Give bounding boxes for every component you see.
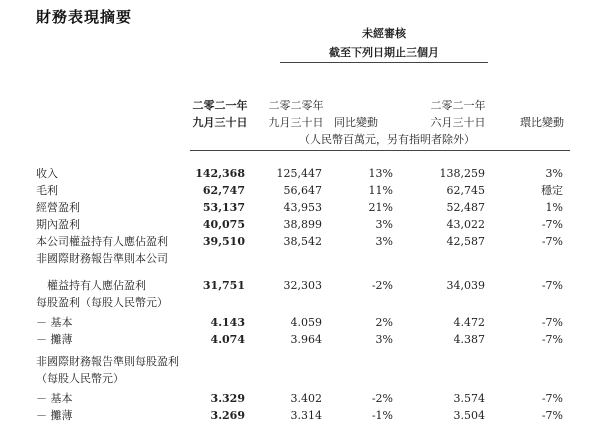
- value-2020-sep: 3.402: [290, 392, 322, 405]
- row-label: 每股盈利（每股人民幣元）: [36, 296, 168, 309]
- value-2020-sep: 3.314: [290, 409, 322, 422]
- row-label: （每股人民幣元）: [36, 372, 124, 385]
- yoy-change: 13%: [368, 167, 393, 180]
- table-row: [36, 409, 605, 423]
- value-2020-sep: 125,447: [276, 167, 322, 180]
- qoq-change: -7%: [541, 333, 563, 346]
- value-2021-jun: 62,745: [446, 184, 485, 197]
- col4-year: 二零二一年: [430, 99, 486, 112]
- value-2021-sep: 39,510: [202, 235, 245, 248]
- value-2021-jun: 138,259: [439, 167, 485, 180]
- value-2021-jun: 42,587: [446, 235, 485, 248]
- value-2020-sep: 4.059: [290, 316, 322, 329]
- row-label: － 基本: [36, 316, 73, 329]
- yoy-change: -2%: [371, 279, 393, 292]
- row-label: 經營盈利: [36, 201, 80, 214]
- row-label: 期內盈利: [36, 218, 80, 231]
- header-underline: [190, 150, 570, 151]
- table-row: [36, 252, 605, 266]
- row-label: 毛利: [36, 184, 58, 197]
- value-2021-sep: 3.329: [210, 392, 245, 405]
- value-2021-jun: 3.574: [453, 392, 485, 405]
- table-row: [36, 355, 605, 369]
- row-label: 收入: [36, 167, 58, 180]
- value-2020-sep: 43,953: [283, 201, 322, 214]
- value-2021-jun: 52,487: [446, 201, 485, 214]
- yoy-change: 3%: [375, 235, 393, 248]
- table-row: [36, 201, 605, 215]
- page-title: 財務表現摘要: [36, 8, 133, 26]
- row-label: 本公司權益持有人應佔盈利: [36, 235, 168, 248]
- table-row: [36, 333, 605, 347]
- yoy-change: 2%: [375, 316, 393, 329]
- value-2021-jun: 4.472: [453, 316, 485, 329]
- col3-header: 同比變動: [334, 116, 378, 129]
- value-2021-sep: 3.269: [210, 409, 245, 422]
- qoq-change: 穩定: [541, 184, 563, 197]
- qoq-change: -7%: [541, 392, 563, 405]
- yoy-change: 3%: [375, 333, 393, 346]
- table-row: [36, 372, 605, 386]
- qoq-change: -7%: [541, 218, 563, 231]
- unit-note: （人民幣百萬元，另有指明者除外）: [299, 133, 475, 146]
- value-2021-sep: 62,747: [202, 184, 245, 197]
- value-2021-sep: 142,368: [195, 167, 245, 180]
- row-label: － 攤薄: [36, 409, 73, 422]
- col4-date: 六月三十日: [430, 116, 486, 129]
- row-label: － 攤薄: [36, 333, 73, 346]
- table-row: [36, 218, 605, 232]
- yoy-change: 3%: [375, 218, 393, 231]
- value-2020-sep: 38,542: [283, 235, 322, 248]
- yoy-change: -1%: [371, 409, 393, 422]
- value-2020-sep: 38,899: [283, 218, 322, 231]
- period-underline: [280, 62, 488, 63]
- row-label: 非國際財務報告準則每股盈利: [36, 355, 179, 368]
- table-row: [36, 392, 605, 406]
- yoy-change: 11%: [368, 184, 393, 197]
- table-row: [36, 167, 605, 181]
- qoq-change: 1%: [545, 201, 563, 214]
- col2-date: 九月三十日: [268, 116, 324, 129]
- table-row: [36, 184, 605, 198]
- value-2021-sep: 53,137: [202, 201, 245, 214]
- qoq-change: -7%: [541, 279, 563, 292]
- table-row: [36, 296, 605, 310]
- value-2021-jun: 43,022: [446, 218, 485, 231]
- value-2021-jun: 4.387: [453, 333, 485, 346]
- unaudited-header: 未經審核: [362, 27, 406, 40]
- table-row: [36, 316, 605, 330]
- col5-header: 環比變動: [520, 116, 564, 129]
- col2-year: 二零二零年: [268, 99, 324, 112]
- qoq-change: -7%: [541, 316, 563, 329]
- value-2021-jun: 3.504: [453, 409, 485, 422]
- table-row: [36, 235, 605, 249]
- value-2021-sep: 40,075: [202, 218, 245, 231]
- qoq-change: -7%: [541, 409, 563, 422]
- value-2020-sep: 56,647: [283, 184, 322, 197]
- qoq-change: 3%: [545, 167, 563, 180]
- row-label: 權益持有人應佔盈利: [36, 279, 146, 292]
- col1-date: 九月三十日: [192, 116, 248, 129]
- yoy-change: 21%: [368, 201, 393, 214]
- value-2021-sep: 4.143: [210, 316, 245, 329]
- yoy-change: -2%: [371, 392, 393, 405]
- col1-year: 二零二一年: [192, 99, 248, 112]
- value-2021-jun: 34,039: [446, 279, 485, 292]
- value-2020-sep: 3.964: [290, 333, 322, 346]
- row-label: － 基本: [36, 392, 73, 405]
- value-2021-sep: 4.074: [210, 333, 245, 346]
- value-2020-sep: 32,303: [283, 279, 322, 292]
- period-header: 截至下列日期止三個月: [329, 46, 439, 59]
- value-2021-sep: 31,751: [202, 279, 245, 292]
- table-row: [36, 279, 605, 293]
- qoq-change: -7%: [541, 235, 563, 248]
- row-label: 非國際財務報告準則本公司: [36, 252, 168, 265]
